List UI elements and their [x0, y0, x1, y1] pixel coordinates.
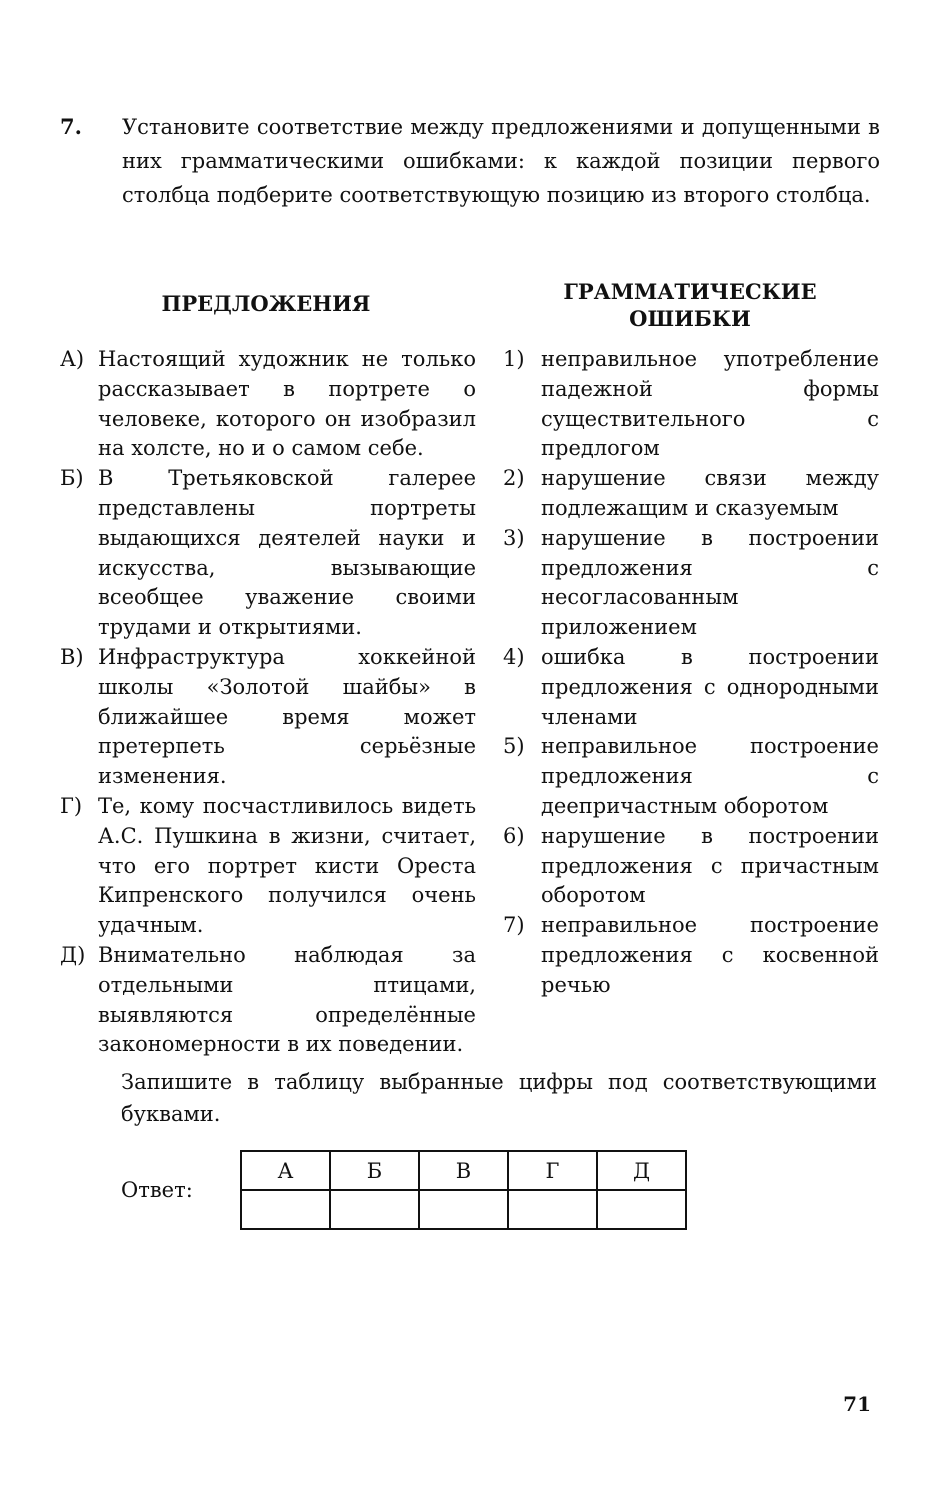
error-item	[503, 911, 879, 1000]
error-item	[503, 464, 879, 524]
task-number: 7.	[60, 114, 82, 139]
answer-letters-row	[241, 1151, 686, 1190]
sentence-marker: Г)	[60, 793, 83, 818]
answer-values-row	[241, 1190, 686, 1229]
error-item	[503, 732, 879, 821]
error-text: неправильное построение предложения с косвенной речью	[541, 913, 879, 997]
error-item	[503, 524, 879, 643]
answer-table	[240, 1150, 687, 1230]
sentences-header: ПРЕДЛОЖЕНИЯ	[161, 291, 371, 316]
sentence-text: Те, кому посчастливилось видеть А.С. Пушкина в жизни, считает, что его портрет кисти Ореста Кипренского получился очень удачным.	[98, 793, 476, 938]
answer-cell[interactable]	[508, 1190, 597, 1229]
answer-cell[interactable]	[241, 1190, 330, 1229]
answer-letter: Д	[597, 1151, 686, 1190]
error-marker: 6)	[503, 823, 525, 848]
answer-letter: А	[241, 1151, 330, 1190]
sentences-column	[60, 345, 476, 1060]
error-item	[503, 643, 879, 732]
sentence-marker: Б)	[60, 466, 84, 491]
sentence-text: Настоящий художник не только рассказывает в портрете о человеке, которого он изобразил на холсте, но и о самом себе.	[98, 347, 476, 461]
error-text: нарушение в построении предложения с несогласованным приложением	[541, 525, 879, 640]
sentence-text: В Третьяковской галерее представлены портреты выдающихся деятелей науки и искусства, вызывающие всеобщее уважение своими трудами и открытиями.	[98, 466, 476, 640]
error-marker: 2)	[503, 466, 525, 491]
errors-column	[503, 345, 879, 1001]
sentence-marker: А)	[60, 347, 85, 371]
answer-letter: Б	[330, 1151, 419, 1190]
task-text: Установите соответствие между предложениями и допущенными в них грамматическими ошибками: к каждой позиции первого столбца подберите соответствующую позицию из второго столбца.	[122, 115, 880, 207]
answer-cell[interactable]	[330, 1190, 419, 1229]
error-text: неправильное построение предложения с деепричастным оборотом	[541, 734, 879, 818]
answer-cell[interactable]	[597, 1190, 686, 1229]
sentence-item	[60, 941, 476, 1060]
error-item	[503, 345, 879, 464]
sentence-item	[60, 345, 476, 464]
error-marker: 7)	[503, 913, 525, 938]
error-marker: 1)	[503, 347, 525, 371]
answer-letter: Г	[508, 1151, 597, 1190]
sentence-text: Внимательно наблюдая за отдельными птицами, выявляются определённые закономерности в их поведении.	[98, 942, 476, 1057]
error-marker: 4)	[503, 644, 525, 669]
sentence-text: Инфраструктура хоккейной школы «Золотой шайбы» в ближайшее время может претерпеть серьёзные изменения.	[98, 644, 476, 789]
error-item	[503, 822, 879, 911]
sentence-marker: В)	[60, 644, 84, 669]
error-text: нарушение в построении предложения с причастным оборотом	[541, 823, 879, 908]
error-text: нарушение связи между подлежащим и сказуемым	[541, 466, 879, 520]
task-statement	[60, 110, 880, 212]
error-marker: 5)	[503, 734, 525, 759]
sentence-item	[60, 464, 476, 643]
answer-cell[interactable]	[419, 1190, 508, 1229]
answer-letter: В	[419, 1151, 508, 1190]
instruction-text: Запишите в таблицу выбранные цифры под соответствующими буквами.	[121, 1070, 877, 1126]
answer-label: Ответ:	[121, 1178, 193, 1202]
sentence-item	[60, 792, 476, 941]
sentence-marker: Д)	[60, 942, 86, 967]
errors-header: ГРАММАТИЧЕСКИЕ ОШИБКИ	[563, 279, 817, 331]
error-text: неправильное употребление падежной формы существительного с предлогом	[541, 347, 879, 461]
sentence-item	[60, 643, 476, 792]
error-text: ошибка в построении предложения с однородными членами	[541, 644, 879, 729]
error-marker: 3)	[503, 525, 525, 550]
page-number: 71	[843, 1392, 871, 1416]
